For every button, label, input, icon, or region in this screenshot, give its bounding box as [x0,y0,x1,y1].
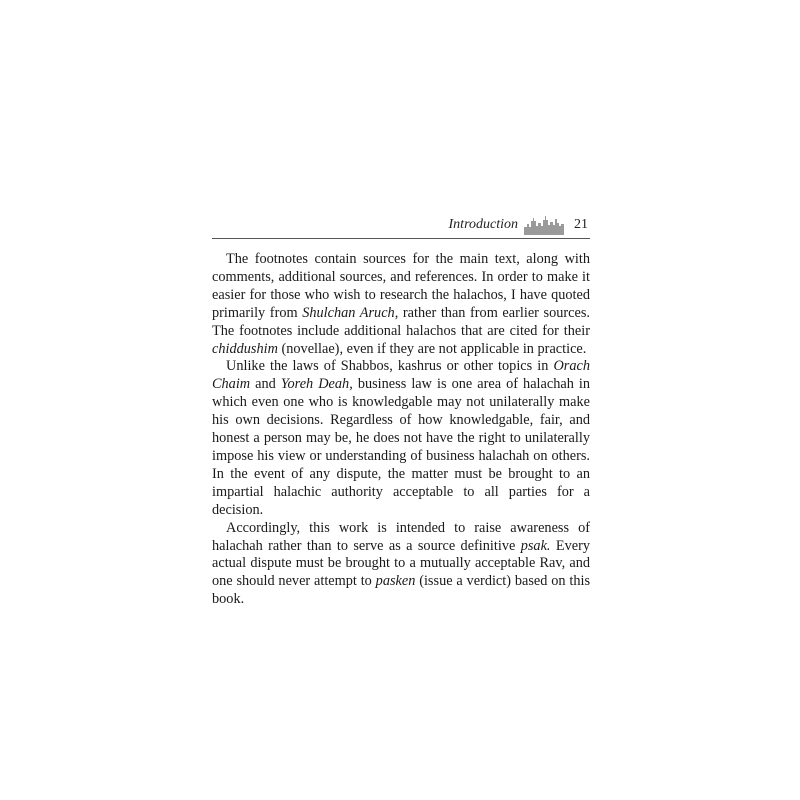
paragraph [212,251,590,358]
text-segment: (issue a verdict) based on this book. [212,573,591,608]
body-text [212,251,590,609]
paragraph [212,358,590,519]
paragraph [212,520,590,610]
italic-term: chiddushim [212,340,278,357]
running-header [212,212,590,239]
text-segment: Unlike the laws of Shabbos, kashrus or other topics in [226,358,554,375]
text-segment: The footnotes contain sources for the main text, along with comments, additional sources, and references. In order to make it easier for those who wish to research the halachos, I have quoted primarily from [212,251,590,321]
chapter-title: Introduction [448,217,518,232]
text-segment: (novellae), even if they are not applicable in practice. [277,340,587,357]
italic-term: Orach Chaim [212,358,590,393]
city-skyline-icon [524,215,564,235]
text-segment: Every actual dispute must be brought to a mutually acceptable Rav, and one should never attempt to [212,537,590,590]
text-segment: Accordingly, this work is intended to raise awareness of halachah rather than to serve as a source definitive [212,519,590,554]
italic-term: pasken [375,573,416,590]
page-number: 21 [574,217,588,232]
text-segment: rather than from earlier sources. The footnotes include additional halachos that are cited for their [212,304,590,339]
italic-term: psak. [520,537,551,554]
italic-term: Yoreh Deah, [280,376,353,393]
italic-term: Shulchan Aruch, [302,304,399,321]
skyline-shape [524,216,564,235]
text-segment: and [250,376,281,393]
text-segment: business law is one area of halachah in which even one who is knowledgable may not unilaterally make his own decisions. Regardless of how knowledgable, fair, and honest a person may be, he does not have the right to unilaterally impose his view or understanding of business halachah on others. In the event of any dispute, the matter must be brought to an impartial halachic authority acceptable to all parties for a decision. [212,376,591,518]
